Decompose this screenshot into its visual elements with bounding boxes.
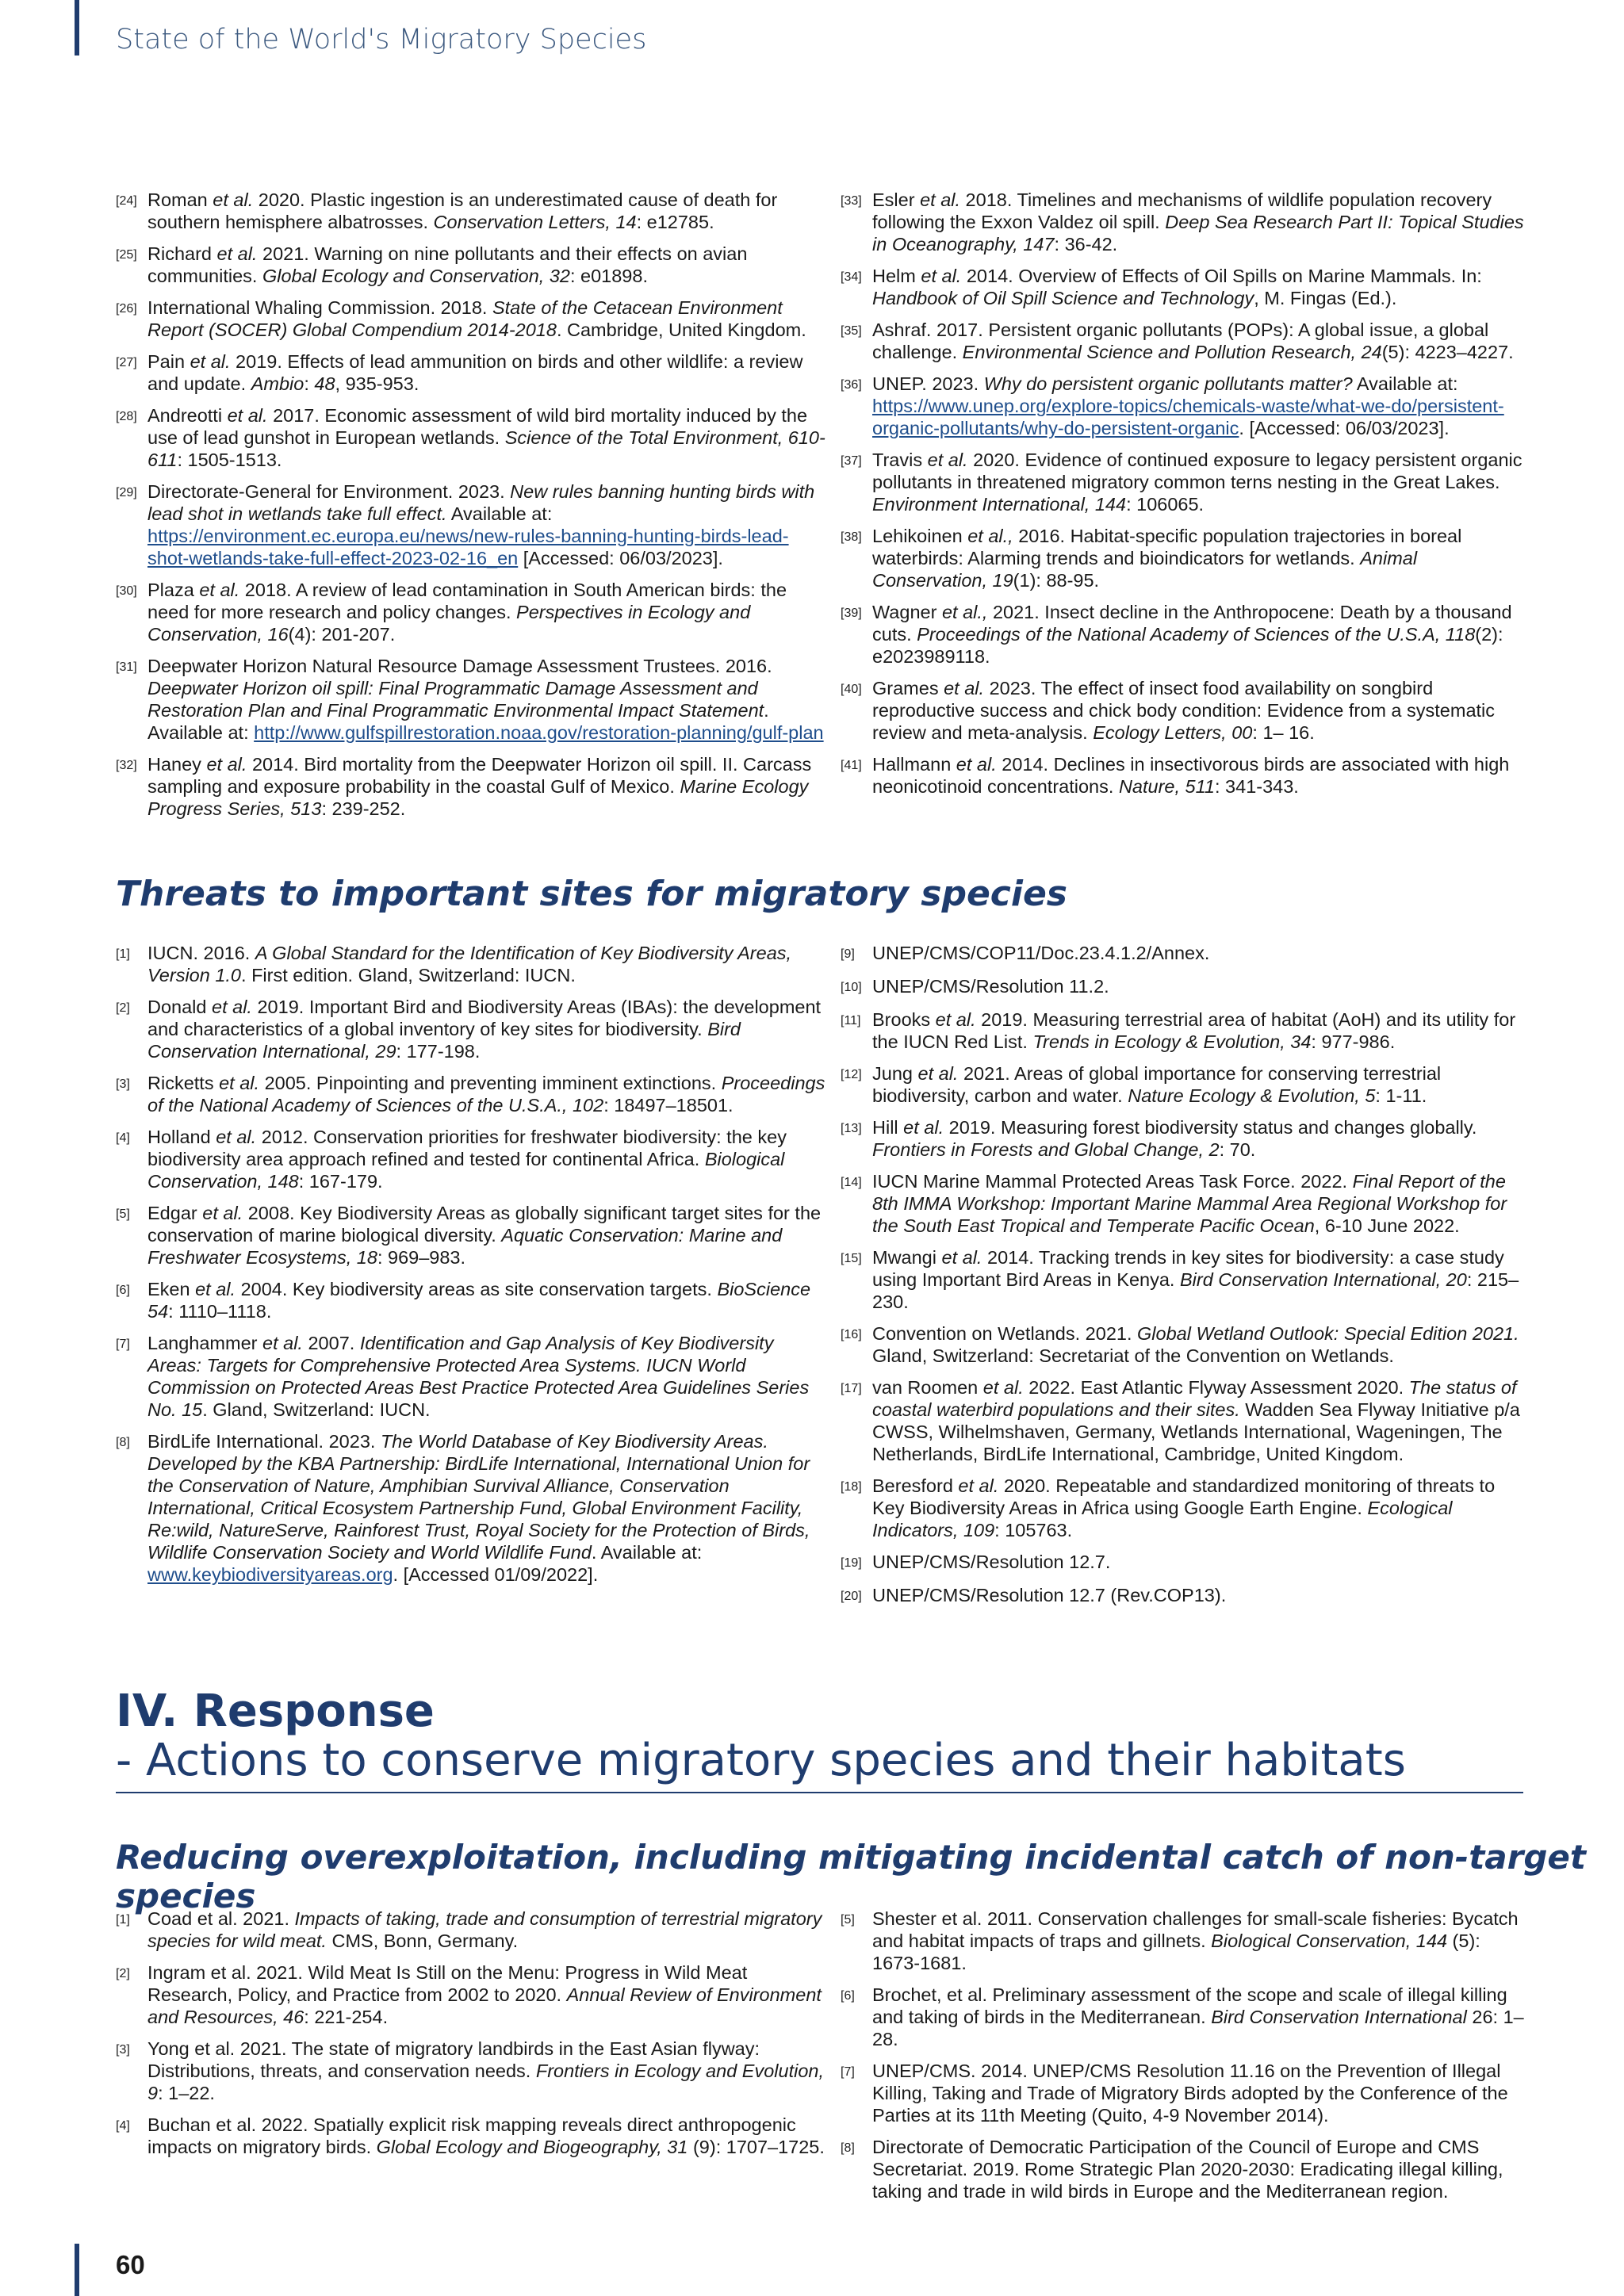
reference-item: [116, 579, 829, 645]
reference-item: [841, 1008, 1530, 1053]
reference-item: [841, 677, 1530, 744]
reference-item: [116, 350, 829, 395]
reference-text: Hill et al. 2019. Measuring forest biodiversity status and changes globally. Frontiers in Forests and Global Change, 2: 70.: [872, 1117, 1477, 1160]
reference-number: [11]: [841, 1014, 861, 1027]
reference-text: UNEP/CMS/Resolution 11.2.: [872, 976, 1109, 997]
reference-text: Ingram et al. 2021. Wild Meat Is Still on the Menu: Progress in Wild Meat Research, Policy, and Practice from 2002 to 2020. Annual Review of Environment and Resources, 46: 221-254.: [147, 1962, 822, 2027]
reference-text: Edgar et al. 2008. Key Biodiversity Areas as globally significant target sites for the conservation of marine biological diversity. Aquatic Conservation: Marine and Freshwater Ecosystems, 18: 969–983.: [147, 1203, 822, 1268]
reference-item: [116, 2114, 829, 2158]
reference-text: Wagner et al., 2021. Insect decline in the Anthropocene: Death by a thousand cuts. Proceedings of the National Academy of Sciences of the U.S.A, 118(2): e2023989118.: [872, 602, 1512, 667]
reference-text: Directorate-General for Environment. 2023. New rules banning hunting birds with lead shot in wetlands take full effect. Available at: https://environment.ec.europa.eu/news/new-rules-banning-hunting-birds-lead-shot-wetlands-take-full-effect-2023-02-16_en [Accessed: 06/03/2023].: [147, 481, 815, 568]
reference-text: Andreotti et al. 2017. Economic assessment of wild bird mortality induced by the use of lead gunshot in European wetlands. Science of the Total Environment, 610-611: 1505-1513.: [147, 405, 825, 470]
reference-number: [18]: [841, 1480, 862, 1494]
header-accent-bar: [75, 0, 79, 55]
reference-number: [14]: [841, 1176, 862, 1189]
footer-accent-bar: [75, 2244, 79, 2296]
reference-item: [841, 1908, 1530, 1974]
reference-number: [8]: [116, 1436, 130, 1449]
reference-item: [841, 753, 1530, 798]
reference-text: Travis et al. 2020. Evidence of continued exposure to legacy persistent organic pollutants in threatened migratory common terns nesting in the Great Lakes. Environment International, 144: 106065.: [872, 450, 1522, 515]
reference-item: [841, 1170, 1530, 1237]
page-number: 60: [116, 2250, 145, 2279]
reference-link[interactable]: www.keybiodiversityareas.org: [147, 1564, 393, 1585]
reference-item: [841, 265, 1530, 309]
reference-item: [841, 189, 1530, 255]
reference-number: [31]: [116, 660, 137, 674]
reference-text: Mwangi et al. 2014. Tracking trends in key sites for biodiversity: a case study using Important Bird Areas in Kenya. Bird Conservation International, 20: 215–230.: [872, 1247, 1519, 1312]
reference-number: [27]: [116, 356, 137, 369]
reference-item: [841, 942, 1530, 966]
reference-text: UNEP/CMS/Resolution 12.7 (Rev.COP13).: [872, 1585, 1227, 1605]
reference-text: Jung et al. 2021. Areas of global importance for conserving terrestrial biodiversity, carbon and water. Nature Ecology & Evolution, 5: 1-11.: [872, 1063, 1442, 1106]
reference-item: [116, 243, 829, 287]
reference-text: Roman et al. 2020. Plastic ingestion is an underestimated cause of death for southern hemisphere albatrosses. Conservation Letters, 14: e12785.: [147, 189, 778, 232]
reference-number: [39]: [841, 607, 862, 620]
reference-number: [35]: [841, 324, 862, 338]
reference-number: [34]: [841, 270, 862, 284]
reference-text: Ricketts et al. 2005. Pinpointing and preventing imminent extinctions. Proceedings of the National Academy of Sciences of the U.S.A., 102: 18497–18501.: [147, 1073, 825, 1115]
reference-number: [8]: [841, 2141, 855, 2155]
reference-number: [12]: [841, 1068, 862, 1081]
reference-number: [32]: [116, 759, 137, 772]
reference-number: [25]: [116, 248, 137, 262]
reference-number: [37]: [841, 454, 862, 468]
reference-text: Brooks et al. 2019. Measuring terrestrial area of habitat (AoH) and its utility for the IUCN Red List. Trends in Ecology & Evolution, 34: 977-986.: [872, 1009, 1516, 1052]
reference-item: [841, 2136, 1530, 2202]
reference-number: [3]: [116, 1077, 130, 1091]
reference-item: [841, 1322, 1530, 1367]
reference-item: [841, 1475, 1530, 1541]
reference-item: [841, 373, 1530, 439]
reference-text: Esler et al. 2018. Timelines and mechanisms of wildlife population recovery following the Exxon Valdez oil spill. Deep Sea Research Part II: Topical Studies in Oceanography, 147: 36-42.: [872, 189, 1524, 254]
reference-item: [116, 1332, 829, 1421]
reference-number: [40]: [841, 683, 862, 696]
reference-number: [36]: [841, 378, 862, 392]
reference-number: [2]: [116, 1967, 130, 1980]
chapter-heading: [116, 1687, 1523, 1793]
reference-number: [26]: [116, 302, 137, 316]
reference-text: Haney et al. 2014. Bird mortality from the Deepwater Horizon oil spill. II. Carcass sampling and exposure probability in the coastal Gulf of Mexico. Marine Ecology Progress Series, 513: 239-252.: [147, 754, 812, 819]
reference-item: [116, 753, 829, 820]
reference-text: Brochet, et al. Preliminary assessment of the scope and scale of illegal killing and taking of birds in the Mediterranean. Bird Conservation International 26: 1–28.: [872, 1984, 1524, 2049]
reference-item: [841, 2060, 1530, 2126]
reference-text: Ashraf. 2017. Persistent organic pollutants (POPs): A global issue, a global challenge. Environmental Science and Pollution Research, 24(5): 4223–4227.: [872, 320, 1514, 362]
reference-text: Eken et al. 2004. Key biodiversity areas as site conservation targets. BioScience 54: 1110–1118.: [147, 1279, 811, 1322]
refs-col-3b: [841, 1908, 1530, 2212]
reference-text: UNEP. 2023. Why do persistent organic pollutants matter? Available at: https://www.unep.org/explore-topics/chemicals-waste/what-we-do/persistent-organic-pollutants/why-do-persistent-organic. [Accessed: 06/03/2023].: [872, 373, 1504, 438]
reference-item: [116, 1072, 829, 1116]
reference-item: [116, 996, 829, 1062]
reference-text: Plaza et al. 2018. A review of lead contamination in South American birds: the need for more research and policy changes. Perspectives in Ecology and Conservation, 16(4): 201-207.: [147, 580, 787, 645]
running-header-title: State of the World's Migratory Species: [116, 24, 647, 55]
reference-item: [841, 1062, 1530, 1107]
reference-number: [41]: [841, 759, 862, 772]
reference-item: [841, 1551, 1530, 1575]
reference-item: [116, 1430, 829, 1586]
section-heading-reducing: Reducing overexploitation, including mitigating incidental catch of non-target species: [116, 1838, 1586, 1915]
reference-item: [841, 319, 1530, 363]
reference-item: [116, 189, 829, 233]
reference-text: Lehikoinen et al., 2016. Habitat-specific population trajectories in boreal waterbirds: Alarming trends and bioindicators for wetlands. Animal Conservation, 19(1): 88-95.: [872, 526, 1462, 591]
reference-item: [116, 1908, 829, 1952]
chapter-subtitle: - Actions to conserve migratory species and their habitats: [116, 1735, 1406, 1786]
reference-text: Helm et al. 2014. Overview of Effects of Oil Spills on Marine Mammals. In: Handbook of Oil Spill Science and Technology, M. Fingas (Ed.).: [872, 266, 1482, 308]
reference-text: Holland et al. 2012. Conservation priorities for freshwater biodiversity: the key biodiversity area approach refined and tested for continental Africa. Biological Conservation, 148: 167-179.: [147, 1127, 787, 1192]
reference-text: van Roomen et al. 2022. East Atlantic Flyway Assessment 2020. The status of coastal waterbird populations and their sites. Wadden Sea Flyway Initiative p/a CWSS, Wilhelmshaven, Germany, Wetlands International, Wageningen, The Netherlands, BirdLife International, Cambridge, United Kingdom.: [872, 1377, 1520, 1464]
reference-item: [841, 601, 1530, 668]
reference-item: [116, 1961, 829, 2028]
reference-number: [2]: [116, 1001, 130, 1015]
reference-number: [16]: [841, 1328, 862, 1341]
reference-text: Hallmann et al. 2014. Declines in insectivorous birds are associated with high neonicotinoid concentrations. Nature, 511: 341-343.: [872, 754, 1510, 797]
reference-number: [5]: [841, 1913, 855, 1927]
reference-number: [33]: [841, 194, 862, 208]
reference-item: [841, 975, 1530, 999]
reference-number: [9]: [841, 947, 855, 961]
reference-text: Beresford et al. 2020. Repeatable and standardized monitoring of threats to Key Biodiversity Areas in Africa using Google Earth Engine. Ecological Indicators, 109: 105763.: [872, 1475, 1496, 1540]
reference-number: [6]: [116, 1284, 130, 1297]
reference-number: [15]: [841, 1252, 862, 1265]
reference-number: [3]: [116, 2043, 130, 2057]
reference-number: [30]: [116, 584, 137, 598]
reference-text: IUCN. 2016. A Global Standard for the Identification of Key Biodiversity Areas, Version 1.0. First edition. Gland, Switzerland: IUCN.: [147, 943, 792, 985]
reference-text: Richard et al. 2021. Warning on nine pollutants and their effects on avian communities. Global Ecology and Conservation, 32: e01898.: [147, 243, 748, 286]
reference-number: [17]: [841, 1382, 862, 1395]
reference-item: [116, 404, 829, 471]
reference-number: [1]: [116, 1913, 130, 1927]
reference-number: [4]: [116, 2119, 130, 2133]
refs-col-1b: [841, 189, 1530, 807]
reference-item: [116, 1278, 829, 1322]
refs-col-2b: [841, 942, 1530, 1617]
reference-number: [1]: [116, 947, 130, 961]
reference-text: Langhammer et al. 2007. Identification and Gap Analysis of Key Biodiversity Areas: Targets for Comprehensive Protected Area Systems. IUCN World Commission on Protected Areas Best Practice Protected Area Guidelines Series No. 15. Gland, Switzerland: IUCN.: [147, 1333, 810, 1420]
reference-text: Directorate of Democratic Participation of the Council of Europe and CMS Secretariat. 2019. Rome Strategic Plan 2020-2030: Eradicating illegal killing, taking and trade in wild birds in Europe and the Mediterranean region.: [872, 2137, 1503, 2202]
reference-text: Deepwater Horizon Natural Resource Damage Assessment Trustees. 2016. Deepwater Horizon oil spill: Final Programmatic Damage Assessment and Restoration Plan and Final Programmatic Environmental Impact Statement. Available at: http://www.gulfspillrestoration.noaa.gov/restoration-planning/gulf-plan: [147, 656, 824, 743]
reference-number: [4]: [116, 1131, 130, 1145]
reference-text: IUCN Marine Mammal Protected Areas Task Force. 2022. Final Report of the 8th IMMA Workshop: Important Marine Mammal Area Regional Workshop for the South East Tropical and Temperate Pacific Ocean, 6-10 June 2022.: [872, 1171, 1507, 1236]
reference-item: [116, 2038, 829, 2104]
refs-col-3a: [116, 1908, 829, 2168]
reference-item: [841, 1116, 1530, 1161]
section-heading-threats: Threats to important sites for migratory species: [116, 874, 1067, 914]
reference-number: [13]: [841, 1122, 862, 1135]
reference-item: [116, 1202, 829, 1269]
reference-link[interactable]: http://www.gulfspillrestoration.noaa.gov/restoration-planning/gulf-plan: [254, 722, 824, 743]
chapter-title: IV. Response: [116, 1686, 435, 1737]
reference-item: [841, 1984, 1530, 2050]
reference-text: Donald et al. 2019. Important Bird and Biodiversity Areas (IBAs): the development and characteristics of a global inventory of key sites for biodiversity. Bird Conservation International, 29: 177-198.: [147, 997, 822, 1062]
reference-text: BirdLife International. 2023. The World Database of Key Biodiversity Areas. Developed by the KBA Partnership: BirdLife International, International Union for the Conservation of Nature, Amphibian Survival Alliance, Conservation International, Critical Ecosystem Partnership Fund, Global Environment Facility, Re:wild, NatureServe, Rainforest Trust, Royal Society for the Protection of Birds, Wildlife Conservation Society and World Wildlife Fund. Available at: www.keybiodiversityareas.org. [Accessed 01/09/2022].: [147, 1431, 810, 1585]
refs-col-2a: [116, 942, 829, 1595]
reference-number: [24]: [116, 194, 137, 208]
reference-text: Convention on Wetlands. 2021. Global Wetland Outlook: Special Edition 2021. Gland, Switzerland: Secretariat of the Convention on Wetlands.: [872, 1323, 1519, 1366]
reference-number: [20]: [841, 1590, 862, 1603]
reference-item: [116, 480, 829, 569]
reference-number: [29]: [116, 486, 137, 499]
reference-text: UNEP/CMS/COP11/Doc.23.4.1.2/Annex.: [872, 943, 1210, 963]
reference-number: [10]: [841, 981, 862, 994]
reference-number: [6]: [841, 1989, 855, 2003]
reference-item: [116, 1126, 829, 1192]
reference-item: [841, 449, 1530, 515]
reference-link[interactable]: https://www.unep.org/explore-topics/chemicals-waste/what-we-do/persistent-organic-pollutants/why-do-persistent-organic: [872, 396, 1504, 438]
reference-item: [841, 1584, 1530, 1608]
reference-link[interactable]: https://environment.ec.europa.eu/news/new-rules-banning-hunting-birds-lead-shot-wetlands-take-full-effect-2023-02-16_en: [147, 526, 789, 568]
reference-item: [116, 942, 829, 986]
reference-text: Shester et al. 2011. Conservation challenges for small-scale fisheries: Bycatch and habitat impacts of traps and gillnets. Biological Conservation, 144 (5): 1673-1681.: [872, 1908, 1519, 1973]
refs-col-1a: [116, 189, 829, 829]
reference-item: [841, 1376, 1530, 1465]
reference-text: Buchan et al. 2022. Spatially explicit risk mapping reveals direct anthropogenic impacts on migratory birds. Global Ecology and Biogeography, 31 (9): 1707–1725.: [147, 2114, 825, 2157]
reference-number: [7]: [841, 2065, 855, 2079]
reference-text: Pain et al. 2019. Effects of lead ammunition on birds and other wildlife: a review and update. Ambio: 48, 935-953.: [147, 351, 803, 394]
reference-text: UNEP/CMS/Resolution 12.7.: [872, 1552, 1111, 1572]
reference-item: [116, 297, 829, 341]
reference-item: [116, 655, 829, 744]
reference-text: Coad et al. 2021. Impacts of taking, trade and consumption of terrestrial migratory species for wild meat. CMS, Bonn, Germany.: [147, 1908, 822, 1951]
reference-text: Yong et al. 2021. The state of migratory landbirds in the East Asian flyway: Distributions, threats, and conservation needs. Frontiers in Ecology and Evolution, 9: 1–22.: [147, 2038, 824, 2103]
reference-number: [28]: [116, 410, 137, 423]
reference-text: Grames et al. 2023. The effect of insect food availability on songbird reproductive success and chick body condition: Evidence from a systematic review and meta-analysis. Ecology Letters, 00: 1– 16.: [872, 678, 1496, 743]
reference-text: UNEP/CMS. 2014. UNEP/CMS Resolution 11.16 on the Prevention of Illegal Killing, Taking and Trade of Migratory Birds adopted by the Conference of the Parties at its 11th Meeting (Quito, 4-9 November 2014).: [872, 2061, 1508, 2126]
reference-item: [841, 1246, 1530, 1313]
reference-item: [841, 525, 1530, 591]
reference-number: [7]: [116, 1337, 130, 1351]
reference-text: International Whaling Commission. 2018. State of the Cetacean Environment Report (SOCER) Global Compendium 2014-2018. Cambridge, United Kingdom.: [147, 297, 806, 340]
reference-number: [19]: [841, 1556, 862, 1570]
reference-number: [38]: [841, 530, 862, 544]
reference-number: [5]: [116, 1207, 130, 1221]
